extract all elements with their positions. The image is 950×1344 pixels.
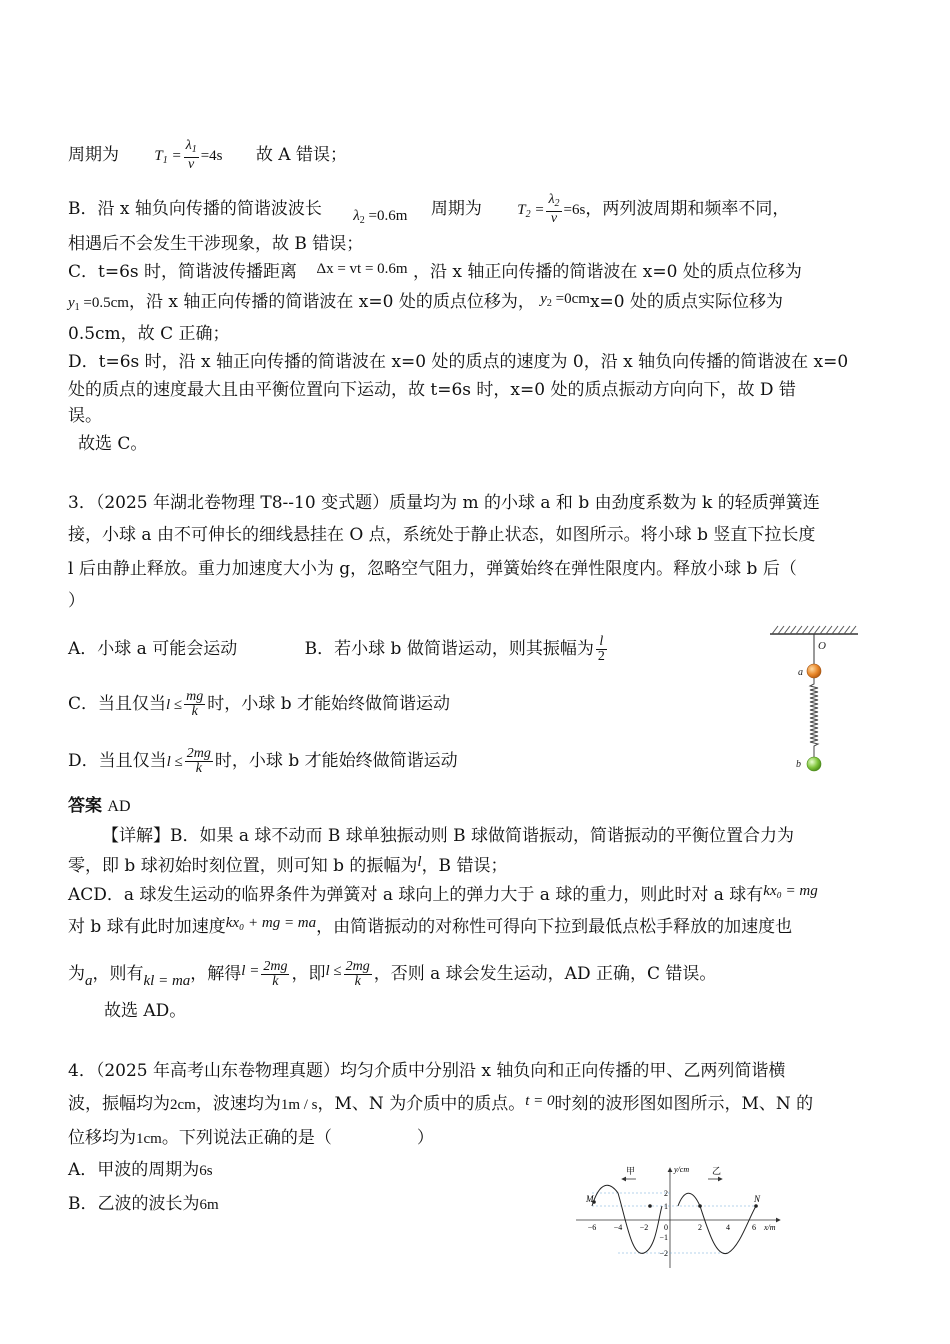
q4-option-b: B．乙波的波长为6m [68,1194,219,1214]
svg-text:6: 6 [752,1223,756,1232]
frac-l-2: $\frac{l}{2}$ [597,634,605,664]
explanation-line-4: 对 b 球有此时加速度kx₀ + mg = ma，由简谐振动的对称性可得向下拉到最低点松手释放的加速度也 [68,915,793,937]
q3-spring-figure [764,620,864,780]
point-left-end [648,1204,652,1208]
answer-value: AD [107,798,131,815]
eq-T2: $T_2$ = [517,202,545,220]
svg-text:−1: −1 [659,1233,668,1242]
svg-text:−6: −6 [587,1223,597,1232]
solution-line-7: D．t=6s 时，沿 x 轴正向传播的简谐波在 x=0 处的质点的速度为 0，沿 x 轴负向传播的简谐波在 x=0 [68,352,849,372]
explanation-line-1: 【详解】B．如果 a 球不动而 B 球单独振动则 B 球做简谐振动，简谐振动的平衡位置合力为 [102,826,795,846]
solution-conclusion: 故选 C。 [78,434,148,454]
svg-text:−2: −2 [659,1249,668,1258]
solution-line-8: 处的质点的速度最大且由平衡位置向下运动，故 t=6s 时，x=0 处的质点振动方向向下，故 D 错 [68,380,796,400]
svg-text:2: 2 [664,1189,668,1198]
eq-y2: $y_2 =0cm$ [540,291,590,309]
solution-line-3: 相遇后不会发生干涉现象，故 B 错误； [68,234,364,254]
eq-y1: $y_1 =0.5cm$ [68,295,129,313]
q4-wave-figure [568,1160,790,1272]
q3-stem-line-2: 接，小球 a 由不可伸长的细线悬挂在 O 点，系统处于静止状态，如图所示。将小球 b 竖直下拉长度 [68,525,816,545]
solution-line-4: C．t=6s 时，简谐波传播距离 Δx = vt = 0.6m ，沿 x 轴正向传播的简谐波在 x=0 处的质点位移为 [68,261,802,282]
frac-2mg-k-result: $\frac{2mg}{k}$ [263,959,288,989]
eq-dx: Δx = vt = 0.6m [316,261,408,277]
svg-text:0: 0 [664,1223,668,1232]
point-right-start [698,1204,702,1208]
q3-option-c: C．当且仅当l ≤ $\frac{mg}{k}$ 时，小球 b 才能始终做简谐运动 [68,689,450,719]
q4-stem-line-3: 位移均为1cm。下列说法正确的是（ ） [68,1128,434,1148]
explanation-line-2: 零，即 b 球初始时刻位置，则可知 b 的振幅为l，B 错误； [68,854,508,876]
frac-lambda1-v: $\frac{\lambda_1}{v}$ [185,138,197,172]
q3-stem-line-4: ） [68,591,85,611]
solution-line-2: B．沿 x 轴负向传播的简谐波波长 $\lambda_2 =0.6m$ 周期为 $T_2$ = $\frac{\lambda_2}{v}$ =6s，两列波周期和频率不同， [68,192,790,226]
q4-option-a: A．甲波的周期为6s [68,1160,213,1180]
x-tick-labels [588,1223,756,1232]
q4-stem-line-1: 4．（2025 年高考山东卷物理真题）均匀介质中分别沿 x 轴负向和正向传播的甲、乙两列简谐横 [68,1061,786,1081]
eq-kl-ma: kl = ma [143,973,191,989]
svg-text:−2: −2 [639,1223,649,1232]
frac-mg-k: $\frac{mg}{k}$ [186,689,204,719]
svg-text:2: 2 [698,1223,702,1232]
q3-stem-line-3: l 后由静止释放。重力加速度大小为 g，忽略空气阻力，弹簧始终在弹性限度内。释放小球 b 后（ [68,559,797,579]
y-axis-label: y/cm [674,1165,690,1174]
explanation-conclusion: 故选 AD。 [104,1001,187,1021]
wave-jia [592,1185,662,1253]
eq-kx0-mg: kx₀ = mg [763,883,818,899]
solution-line-1: 周期为 $T_1$ = $\frac{\lambda_1}{v}$ =4s 故 A 错误； [68,138,347,172]
q3-stem-line-1: 3．（2025 年湖北卷物理 T8--10 变式题）质量均为 m 的小球 a 和 b 由劲度系数为 k 的轻质弹簧连 [68,493,820,513]
solution-line-5: $y_1 =0.5cm$，沿 x 轴正向传播的简谐波在 x=0 处的质点位移为， $y_2 =0cmx=0$ 处的质点实际位移为 [68,291,784,313]
explanation-line-5: 为a，则有kl = ma，解得l = $\frac{2mg}{k}$ ，即l ≤ $\frac{2mg}{k}$ ，否则 a 球会发生运动，AD 正确，C 错误。 [68,959,717,989]
spring [810,678,818,757]
label-N: N [754,1194,761,1204]
explanation-line-3: ACD．a 球发生运动的临界条件为弹簧对 a 球向上的弹力大于 a 球的重力，则此时对 a 球有kx₀ = mg [68,883,818,905]
q3-option-d: D．当且仅当l ≤ $\frac{2mg}{k}$ 时，小球 b 才能始终做简谐运动 [68,746,458,776]
svg-text:4: 4 [726,1223,730,1232]
solution-line-9: 误。 [68,406,102,426]
eq-kx0-mg-ma: kx₀ + mg = ma [225,915,317,931]
eq-T1: $T_1$ = [154,148,182,166]
svg-text:−4: −4 [613,1223,623,1232]
svg-text:1: 1 [664,1202,668,1211]
answer-label: 答案 [68,796,102,816]
label-O: O [818,640,826,652]
x-axis-label: x/m [764,1223,776,1232]
label-b: b [796,759,801,770]
label-M: M [586,1194,594,1204]
ball-b [807,757,821,771]
q4-stem-line-2: 波，振幅均为2cm，波速均为1m / s，M、N 为介质中的质点。t = 0时刻的波形图如图所示，M、N 的 [68,1093,814,1114]
eq-lambda2: $\lambda_2 =0.6m$ [353,208,408,226]
ceiling [770,626,858,634]
frac-2mg-k: $\frac{2mg}{k}$ [186,746,211,776]
point-N [754,1204,758,1208]
frac-lambda2-v: $\frac{\lambda_2}{v}$ [548,192,560,226]
label-yi: 乙 [712,1166,722,1176]
label-jia: 甲 [626,1166,636,1176]
wave-yi [678,1193,756,1253]
q3-option-b: B．若小球 b 做简谐运动，则其振幅为 $\frac{l}{2}$ [304,634,605,664]
q3-option-a: A．小球 a 可能会运动 [68,639,238,659]
solution-line-6: 0.5cm，故 C 正确； [68,324,230,344]
label-a: a [798,667,803,678]
answer-line [68,795,888,818]
frac-2mg-k-cond: $\frac{2mg}{k}$ [345,959,370,989]
ball-a [807,664,821,678]
